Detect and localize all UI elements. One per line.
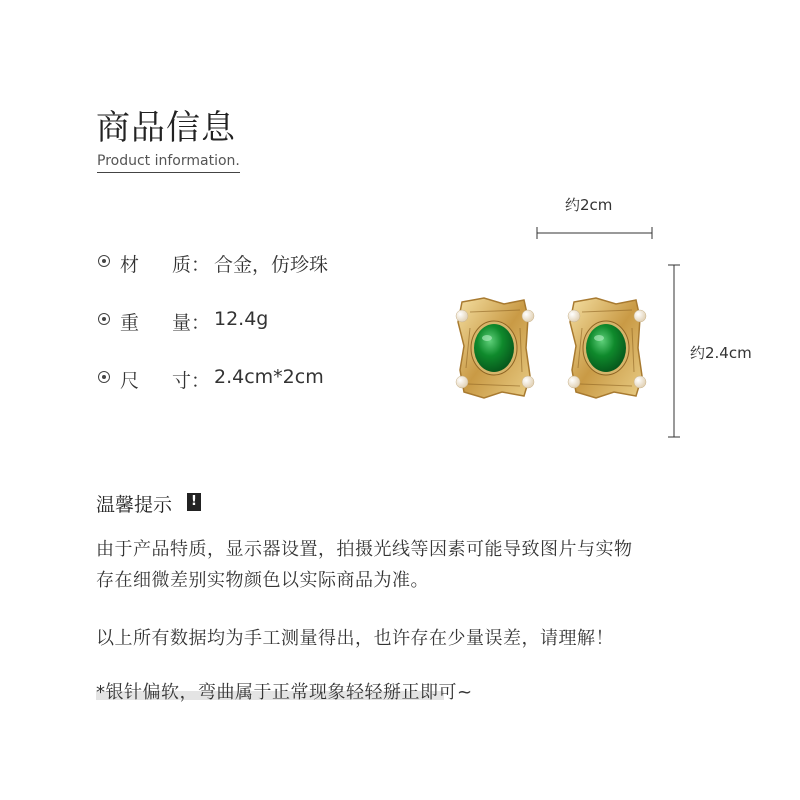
right-earring [568,298,646,398]
spec-value: 2.4cm*2cm [214,366,324,388]
tips-line: 以上所有数据均为手工测量得出，也许存在少量误差，请理解！ [96,628,614,649]
exclamation-icon: ! [187,493,201,511]
subtitle-underline [97,172,240,173]
spec-label-char: 质： [172,254,211,276]
tips-title: 温馨提示 [96,494,173,516]
page-subtitle: Product information. [97,153,240,169]
page-title: 商品信息 [96,108,236,148]
tips-line: 存在细微差别实物颜色以实际商品为准。 [96,570,429,591]
width-dimension-line [534,224,656,242]
left-earring [456,298,534,398]
bullet-icon [98,313,110,325]
spec-value: 合金，仿珍珠 [214,254,329,276]
height-dimension-label: 约2.4cm [690,344,752,362]
spec-label-char: 材 [120,254,140,276]
bullet-icon [98,255,110,267]
spec-label-char: 重 [120,312,140,334]
tips-note: *银针偏软，弯曲属于正常现象轻轻掰正即可~ [96,682,473,703]
spec-label-char: 寸： [172,370,211,392]
width-dimension-label: 约2cm [565,196,613,214]
earrings-product-image [440,288,660,408]
spec-label-char: 尺 [120,370,140,392]
bullet-icon [98,371,110,383]
spec-label-char: 量： [172,312,211,334]
tips-line: 由于产品特质，显示器设置，拍摄光线等因素可能导致图片与实物 [96,539,633,560]
height-dimension-line [664,262,684,440]
spec-value: 12.4g [214,308,269,330]
